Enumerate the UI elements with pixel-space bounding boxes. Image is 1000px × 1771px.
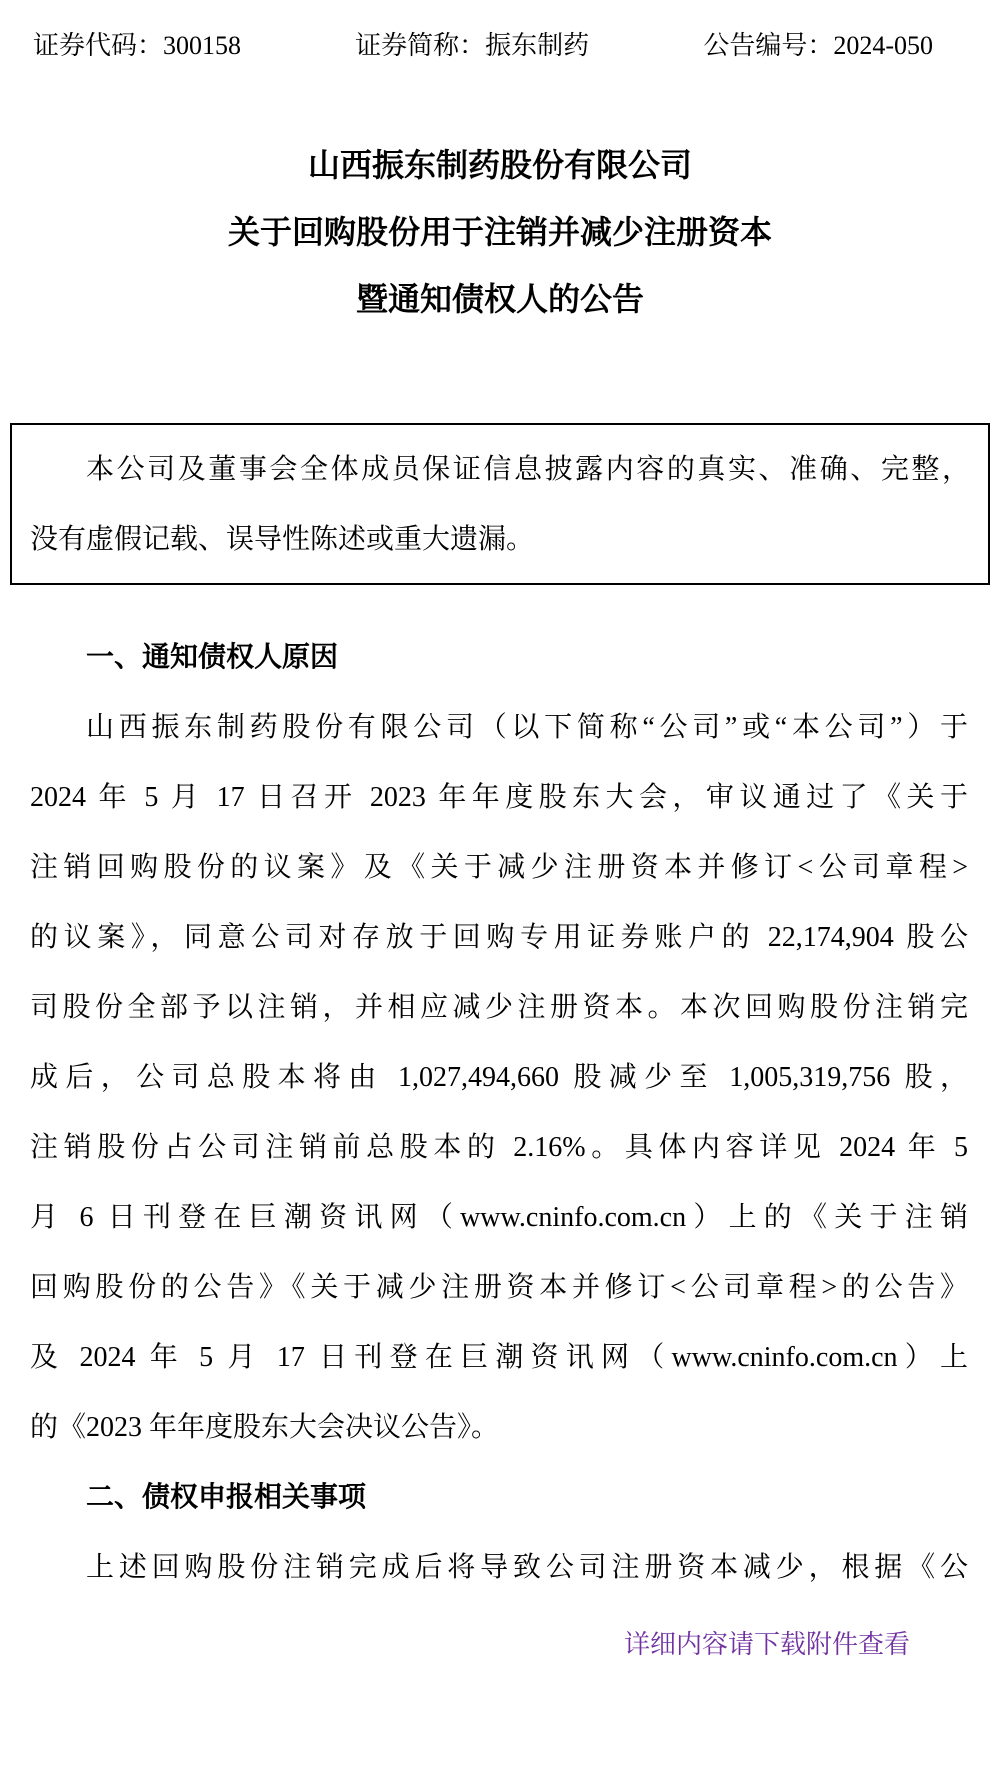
section-2-heading: 二、债权申报相关事项	[86, 1482, 367, 1513]
body-line: 回购股份的公告》《关于减少注册资本并修订<公司章程>的公告》	[30, 1272, 968, 1303]
body-line: 司股份全部予以注销，并相应减少注册资本。本次回购股份注销完	[30, 992, 968, 1023]
attachment-download-link[interactable]: 详细内容请下载附件查看	[624, 1630, 911, 1659]
body-line: 月 6 日刊登在巨潮资讯网（www.cninfo.com.cn）上的《关于注销	[30, 1202, 968, 1233]
body-line: 山西振东制药股份有限公司（以下简称“公司”或“本公司”）于	[86, 712, 968, 743]
document-header-row	[0, 0, 1000, 62]
stock-abbr: 证券简称：振东制药	[355, 31, 590, 60]
body-line: 注销回购股份的议案》及《关于减少注册资本并修订<公司章程>	[30, 852, 968, 883]
section-1-heading: 一、通知债权人原因	[86, 642, 339, 673]
body-line: 注销股份占公司注销前总股本的 2.16%。具体内容详见 2024 年 5	[30, 1132, 968, 1163]
body-line: 的议案》，同意公司对存放于回购专用证券账户的 22,174,904 股公	[30, 922, 968, 953]
body-line: 成后，公司总股本将由 1,027,494,660 股减少至 1,005,319,756 股，	[30, 1062, 968, 1093]
doc-title-line-2: 关于回购股份用于注销并减少注册资本	[227, 214, 772, 250]
body-line: 上述回购股份注销完成后将导致公司注册资本减少，根据《公	[86, 1552, 968, 1583]
doc-title-line-3: 暨通知债权人的公告	[355, 281, 644, 317]
document-body	[30, 623, 968, 1671]
disclaimer-box	[10, 423, 990, 585]
document-title	[0, 132, 1000, 333]
body-line: 的《2023 年年度股东大会决议公告》。	[30, 1412, 500, 1443]
doc-title-line-1: 山西振东制药股份有限公司	[307, 147, 692, 183]
disclaimer-line: 没有虚假记载、误导性陈述或重大遗漏。	[30, 524, 535, 555]
body-line: 2024 年 5 月 17 日召开 2023 年年度股东大会，审议通过了《关于	[30, 782, 968, 813]
disclaimer-line: 本公司及董事会全体成员保证信息披露内容的真实、准确、完整，	[86, 454, 970, 485]
announcement-number: 公告编号：2024-050	[703, 31, 933, 60]
body-line: 及 2024 年 5 月 17 日刊登在巨潮资讯网（www.cninfo.com.cn）上	[30, 1342, 968, 1373]
stock-code: 证券代码：300158	[33, 31, 242, 60]
